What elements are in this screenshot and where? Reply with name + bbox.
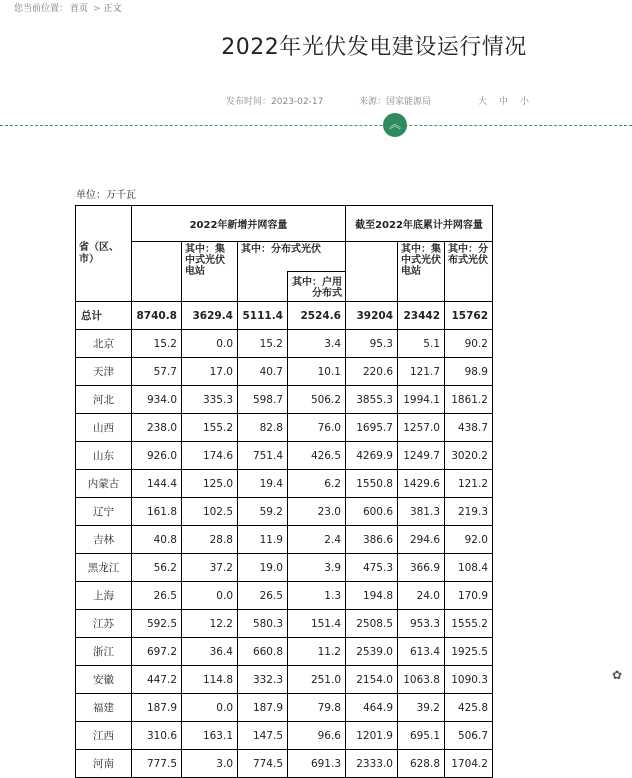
table-cell-province: 山西 [76, 414, 132, 442]
table-cell-value: 2.4 [288, 526, 346, 554]
table-cell-value: 1704.2 [445, 750, 493, 778]
table-row [76, 610, 493, 638]
table-cell-value: 386.6 [346, 526, 398, 554]
table-cell-value: 194.8 [346, 582, 398, 610]
header-cumulative-capacity: 截至2022年底累计并网容量 [346, 206, 493, 242]
table-cell-value: 10.1 [288, 358, 346, 386]
table-cell-value: 26.5 [132, 582, 182, 610]
table-cell-value: 40.7 [238, 358, 288, 386]
table-cell-value: 0.0 [182, 330, 238, 358]
table-cell-value: 1090.3 [445, 666, 493, 694]
table-cell-province: 黑龙江 [76, 554, 132, 582]
table-cell-value: 660.8 [238, 638, 288, 666]
table-cell-value: 506.7 [445, 722, 493, 750]
breadcrumb-current[interactable]: 正文 [103, 4, 122, 14]
table-cell-province: 浙江 [76, 638, 132, 666]
table-cell-province: 辽宁 [76, 498, 132, 526]
table-cell-value: 90.2 [445, 330, 493, 358]
table-cell-province: 安徽 [76, 666, 132, 694]
font-size-small-button[interactable]: 小 [520, 97, 530, 107]
table-cell-value: 151.4 [288, 610, 346, 638]
table-cell-value: 161.8 [132, 498, 182, 526]
table-cell-value: 121.7 [398, 358, 445, 386]
article-source [359, 94, 431, 107]
table-row [76, 414, 493, 442]
table-cell-value: 79.8 [288, 694, 346, 722]
table-row [76, 442, 493, 470]
table-cell-value: 366.9 [398, 554, 445, 582]
table-cell-province: 福建 [76, 694, 132, 722]
table-cell-value: 28.8 [182, 526, 238, 554]
table-cell-province: 河北 [76, 386, 132, 414]
table-cell-value: 59.2 [238, 498, 288, 526]
table-cell-value: 1550.8 [346, 470, 398, 498]
table-cell-value: 170.9 [445, 582, 493, 610]
table-cell-value: 3855.3 [346, 386, 398, 414]
table-cell-value: 464.9 [346, 694, 398, 722]
font-size-controls [478, 94, 541, 107]
table-cell-value: 219.3 [445, 498, 493, 526]
table-cell-value: 438.7 [445, 414, 493, 442]
breadcrumb [14, 1, 124, 14]
table-cell-value: 15.2 [238, 330, 288, 358]
table-cell-value: 3020.2 [445, 442, 493, 470]
table-body [76, 302, 493, 778]
table-cell-value: 11.9 [238, 526, 288, 554]
table-cell-value: 600.6 [346, 498, 398, 526]
article-source-label: 来源： [359, 97, 387, 107]
table-cell-value: 1429.6 [398, 470, 445, 498]
table-cell-value: 1555.2 [445, 610, 493, 638]
header-new-distributed-total [238, 272, 288, 302]
table-cell-value: 102.5 [182, 498, 238, 526]
breadcrumb-separator: > [93, 4, 101, 14]
table-cell-province: 上海 [76, 582, 132, 610]
table-row [76, 582, 493, 610]
table-row [76, 694, 493, 722]
table-row [76, 666, 493, 694]
table-cell-value: 82.8 [238, 414, 288, 442]
table-cell-value: 697.2 [132, 638, 182, 666]
table-cell-value: 147.5 [238, 722, 288, 750]
table-cell-value: 628.8 [398, 750, 445, 778]
table-cell-value: 24.0 [398, 582, 445, 610]
table-cell-value: 953.3 [398, 610, 445, 638]
article-source-value: 国家能源局 [386, 97, 432, 107]
table-cell-value: 36.4 [182, 638, 238, 666]
table-cell-value: 12.2 [182, 610, 238, 638]
table-cell-value: 144.4 [132, 470, 182, 498]
table-cell-value: 751.4 [238, 442, 288, 470]
publish-date [226, 94, 323, 107]
breadcrumb-prefix: 您当前位置： [14, 4, 69, 14]
table-cell-value: 0.0 [182, 582, 238, 610]
header-new-total [132, 242, 182, 302]
table-cell-value: 125.0 [182, 470, 238, 498]
table-cell-value: 0.0 [182, 694, 238, 722]
table-unit-label: 单位：万千瓦 [76, 190, 136, 201]
table-row [76, 750, 493, 778]
table-cell-province: 江苏 [76, 610, 132, 638]
table-cell-value: 598.7 [238, 386, 288, 414]
table-cell-value: 425.8 [445, 694, 493, 722]
table-cell-value: 15.2 [132, 330, 182, 358]
table-row [76, 358, 493, 386]
page-title: 2022年光伏发电建设运行情况 [221, 35, 527, 60]
divider-line [0, 125, 632, 126]
table-cell-value: 238.0 [132, 414, 182, 442]
table-cell-value: 3.9 [288, 554, 346, 582]
table-cell-province: 总计 [76, 302, 132, 330]
header-new-distributed: 其中：分布式光伏 [238, 242, 346, 272]
table-cell-value: 592.5 [132, 610, 182, 638]
header-province: 省（区、市） [76, 206, 132, 302]
table-cell-value: 310.6 [132, 722, 182, 750]
font-size-medium-button[interactable]: 中 [499, 97, 509, 107]
table-cell-value: 1925.5 [445, 638, 493, 666]
table-cell-value: 1695.7 [346, 414, 398, 442]
table-cell-value: 108.4 [445, 554, 493, 582]
table-cell-value: 56.2 [132, 554, 182, 582]
table-row [76, 470, 493, 498]
header-new-centralized: 其中：集中式光伏电站 [182, 242, 238, 302]
table-cell-value: 19.0 [238, 554, 288, 582]
table-cell-value: 6.2 [288, 470, 346, 498]
table-cell-value: 426.5 [288, 442, 346, 470]
table-cell-value: 332.3 [238, 666, 288, 694]
table-cell-value: 381.3 [398, 498, 445, 526]
table-cell-province: 北京 [76, 330, 132, 358]
header-new-capacity: 2022年新增并网容量 [132, 206, 346, 242]
table-cell-value: 26.5 [238, 582, 288, 610]
table-cell-value: 934.0 [132, 386, 182, 414]
table-cell-value: 294.6 [398, 526, 445, 554]
table-cell-value: 774.5 [238, 750, 288, 778]
table-row-total [76, 302, 493, 330]
table-cell-value: 220.6 [346, 358, 398, 386]
pv-capacity-table [75, 205, 493, 778]
table-row [76, 554, 493, 582]
table-cell-value: 39204 [346, 302, 398, 330]
table-cell-province: 江西 [76, 722, 132, 750]
table-cell-value: 3.0 [182, 750, 238, 778]
header-cum-distributed: 其中：分布式光伏 [445, 242, 493, 302]
table-cell-value: 19.4 [238, 470, 288, 498]
table-cell-value: 187.9 [238, 694, 288, 722]
table-cell-value: 1.3 [288, 582, 346, 610]
table-cell-value: 251.0 [288, 666, 346, 694]
table-cell-value: 506.2 [288, 386, 346, 414]
breadcrumb-home-link[interactable]: 首页 [70, 4, 89, 14]
watermark-icon: ✿ [612, 668, 623, 682]
table-cell-value: 2333.0 [346, 750, 398, 778]
table-cell-province: 山东 [76, 442, 132, 470]
table-row [76, 638, 493, 666]
table-cell-value: 1063.8 [398, 666, 445, 694]
chevron-up-icon: ︽ [388, 117, 401, 131]
table-cell-value: 92.0 [445, 526, 493, 554]
table-cell-value: 76.0 [288, 414, 346, 442]
table-cell-value: 691.3 [288, 750, 346, 778]
publish-date-value: 2023-02-17 [271, 97, 324, 107]
table-cell-value: 695.1 [398, 722, 445, 750]
table-cell-value: 5.1 [398, 330, 445, 358]
table-cell-value: 475.3 [346, 554, 398, 582]
table-cell-value: 2508.5 [346, 610, 398, 638]
header-new-household: 其中：户用分布式 [288, 272, 346, 302]
table-cell-value: 95.3 [346, 330, 398, 358]
table-cell-value: 98.9 [445, 358, 493, 386]
table-cell-value: 8740.8 [132, 302, 182, 330]
table-row [76, 330, 493, 358]
table-cell-value: 2524.6 [288, 302, 346, 330]
table-cell-value: 37.2 [182, 554, 238, 582]
table-cell-value: 121.2 [445, 470, 493, 498]
table-cell-value: 40.8 [132, 526, 182, 554]
table-cell-value: 2154.0 [346, 666, 398, 694]
table-cell-value: 96.6 [288, 722, 346, 750]
publish-date-label: 发布时间： [226, 97, 272, 107]
table-row [76, 722, 493, 750]
table-cell-value: 3629.4 [182, 302, 238, 330]
table-cell-province: 天津 [76, 358, 132, 386]
table-cell-value: 926.0 [132, 442, 182, 470]
table-cell-province: 河南 [76, 750, 132, 778]
collapse-toggle-button[interactable] [383, 113, 407, 137]
header-cum-centralized: 其中：集中式光伏电站 [398, 242, 445, 302]
table-cell-value: 23442 [398, 302, 445, 330]
table-cell-value: 447.2 [132, 666, 182, 694]
table-cell-value: 17.0 [182, 358, 238, 386]
header-cum-total [346, 242, 398, 302]
table-row [76, 386, 493, 414]
table-cell-value: 1201.9 [346, 722, 398, 750]
table-cell-value: 163.1 [182, 722, 238, 750]
table-row [76, 526, 493, 554]
table-cell-value: 1861.2 [445, 386, 493, 414]
table-cell-value: 3.4 [288, 330, 346, 358]
table-cell-value: 580.3 [238, 610, 288, 638]
font-size-large-button[interactable]: 大 [478, 97, 488, 107]
table-cell-value: 1257.0 [398, 414, 445, 442]
table-cell-value: 1249.7 [398, 442, 445, 470]
table-cell-value: 155.2 [182, 414, 238, 442]
table-cell-value: 57.7 [132, 358, 182, 386]
table-cell-value: 613.4 [398, 638, 445, 666]
table-cell-value: 187.9 [132, 694, 182, 722]
table-cell-value: 39.2 [398, 694, 445, 722]
table-row [76, 498, 493, 526]
table-cell-value: 114.8 [182, 666, 238, 694]
table-cell-value: 23.0 [288, 498, 346, 526]
table-cell-value: 777.5 [132, 750, 182, 778]
table-cell-value: 335.3 [182, 386, 238, 414]
table-cell-value: 1994.1 [398, 386, 445, 414]
table-cell-value: 15762 [445, 302, 493, 330]
table-cell-value: 5111.4 [238, 302, 288, 330]
table-cell-value: 4269.9 [346, 442, 398, 470]
table-cell-value: 11.2 [288, 638, 346, 666]
table-cell-province: 吉林 [76, 526, 132, 554]
table-cell-value: 174.6 [182, 442, 238, 470]
table-cell-value: 2539.0 [346, 638, 398, 666]
table-cell-province: 内蒙古 [76, 470, 132, 498]
